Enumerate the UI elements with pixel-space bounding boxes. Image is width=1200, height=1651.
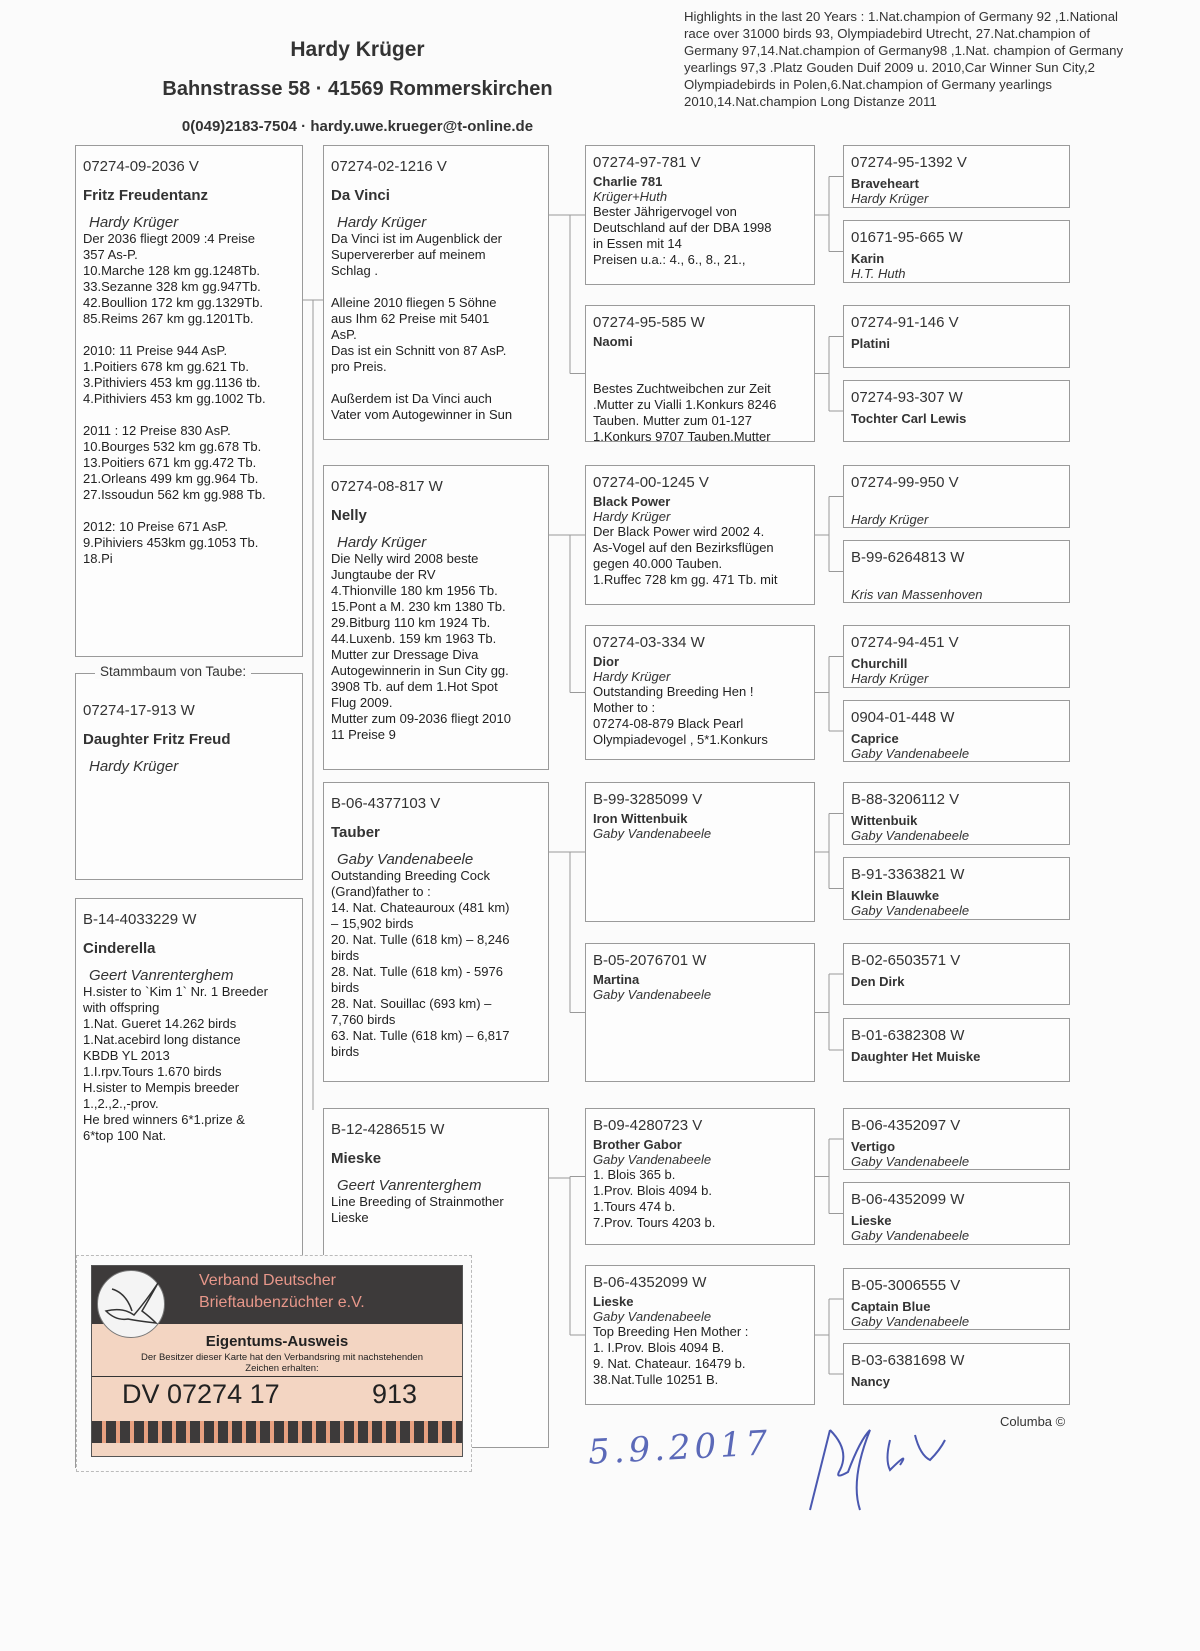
card-ring-number: DV 07274 17 <box>122 1379 280 1409</box>
pigeon-name: Tochter Carl Lewis <box>851 411 967 426</box>
pigeon-ring: 07274-97-781 V <box>593 154 701 171</box>
pigeon-card <box>843 700 1070 762</box>
pigeon-ring: B-99-3285099 V <box>593 791 703 808</box>
pigeon-card <box>843 540 1070 603</box>
pigeon-card <box>585 1265 815 1405</box>
pigeon-card <box>585 465 815 605</box>
pigeon-breeder: Hardy Krüger <box>851 191 929 206</box>
pigeon-breeder: Gaby Vandenabeele <box>851 746 970 761</box>
highlights-text: Highlights in the last 20 Years : 1.Nat.champion of Germany 92 ,1.National race over 31000 birds 93, Olympiadebird Utrecht, 27.Nat.champion of Germany 97,14.Nat.champion of Germany98 ,1.Nat. champion of Germany yearlings 97,3 .Platz Gouden Duif 2009 u. 2010,Car Winner Sun City,2 Olympiadebirds in Polen,6.Nat.champion of Germany yearlings 2010,14.Nat.champion Long Distanze 2011 <box>684 9 1124 109</box>
pigeon-breeder: Hardy Krüger <box>593 669 671 684</box>
pigeon-breeder: Hardy Krüger <box>593 509 671 524</box>
handwritten-date: 5.9.2017 <box>587 1423 773 1473</box>
pigeon-ring: B-99-6264813 W <box>851 549 965 566</box>
pigeon-notes: 1. Blois 365 b. 1.Prov. Blois 4094 b. 1.Tours 474 b. 7.Prov. Tours 4203 b. <box>593 1167 716 1230</box>
pigeon-notes: Outstanding Breeding Hen ! Mother to : 07274-08-879 Black Pearl Olympiadevogel , 5*1.Konkurs <box>593 684 768 747</box>
breeder-contact: 0(049)2183-7504 · hardy.uwe.krueger@t-online.de <box>181 118 534 135</box>
pigeon-breeder: Gaby Vandenabeele <box>593 987 712 1002</box>
pigeon-logo-icon <box>97 1270 165 1338</box>
pigeon-card <box>843 625 1070 688</box>
pigeon-breeder <box>851 351 1063 367</box>
pigeon-card <box>585 782 815 922</box>
pigeon-breeder <box>593 349 808 365</box>
pigeon-name: Cinderella <box>83 940 156 957</box>
pigeon-card <box>843 380 1070 442</box>
pigeon-name: Daughter Fritz Freud <box>83 731 231 748</box>
pigeon-ring: B-09-4280723 V <box>593 1117 703 1134</box>
card-divider <box>92 1376 462 1377</box>
pigeon-name: Nelly <box>331 507 367 524</box>
pigeon-ring: 07274-02-1216 V <box>331 158 447 175</box>
pigeon-breeder: Gaby Vandenabeele <box>851 1314 970 1329</box>
pigeon-notes: Der 2036 fliegt 2009 :4 Preise 357 As-P. 10.Marche 128 km gg.1248Tb. 33.Sezanne 328 km gg.947Tb. 42.Boullion 172 km gg.1329Tb. 85.Reims 267 km gg.1201Tb. 2010: 11 Preise 944 AsP. 1.Poitiers 678 km gg.621 Tb. 3.Pithiviers 453 km gg.1136 tb. 4.Pithiviers 453 km gg.1002 Tb. 2011 : 12 Preise 830 AsP. 10.Bourges 532 km gg.678 Tb. 13.Poitiers 671 km gg.472 Tb. 21.Orleans 499 km gg.964 Tb. 27.Issoudun 562 km gg.988 Tb. 2012: 10 Preise 671 AsP. 9.Pihiviers 453km gg.1053 Tb. 18.Pi <box>83 231 266 566</box>
pigeon-name: Caprice <box>851 731 899 746</box>
pigeon-name: Dior <box>593 654 619 669</box>
pigeon-card <box>323 465 549 770</box>
pigeon-name: Den Dirk <box>851 974 905 989</box>
pigeon-name: Wittenbuik <box>851 813 918 828</box>
pigeon-ring: B-88-3206112 V <box>851 791 960 808</box>
card-org-line1: Verband Deutscher <box>199 1272 336 1289</box>
pigeon-card <box>843 1018 1070 1082</box>
pigeon-name: Churchill <box>851 656 908 671</box>
pigeon-name: Naomi <box>593 334 633 349</box>
pigeon-card <box>843 782 1070 845</box>
pigeon-name: Braveheart <box>851 176 919 191</box>
pigeon-breeder: Hardy Krüger <box>89 214 179 231</box>
pigeon-card <box>843 943 1070 1005</box>
pigeon-ring: B-06-4352099 W <box>851 1191 965 1208</box>
pigeon-name: Nancy <box>851 1374 891 1389</box>
pigeon-card <box>585 1108 815 1245</box>
pigeon-card <box>585 943 815 1082</box>
pigeon-breeder: Gaby Vandenabeele <box>851 828 970 843</box>
pigeon-name: Captain Blue <box>851 1299 931 1314</box>
pigeon-ring: B-06-4352097 V <box>851 1117 961 1134</box>
pigeon-breeder: Hardy Krüger <box>337 534 427 551</box>
pigeon-ring: B-03-6381698 W <box>851 1352 965 1369</box>
pigeon-breeder: Geert Vanrenterghem <box>337 1177 482 1194</box>
pigeon-card <box>843 305 1070 368</box>
pigeon-ring: B-02-6503571 V <box>851 952 961 969</box>
pigeon-breeder: Hardy Krüger <box>851 512 929 527</box>
pigeon-card <box>843 465 1070 528</box>
pigeon-name: Iron Wittenbuik <box>593 811 688 826</box>
pigeon-card <box>843 857 1070 920</box>
pigeon-ring: B-14-4033229 W <box>83 911 197 928</box>
pigeon-card <box>843 1182 1070 1245</box>
pigeon-notes: Da Vinci ist im Augenblick der Supervererber auf meinem Schlag . Alleine 2010 fliegen 5 Söhne aus Ihm 62 Preise mit 5401 AsP. Das ist ein Schnitt von 87 AsP. pro Preis. Außerdem ist Da Vinci auch Vater vom Autogewinner in Sun <box>331 231 513 422</box>
pigeon-card <box>843 1268 1070 1330</box>
pigeon-ring: B-01-6382308 W <box>851 1027 965 1044</box>
pigeon-card <box>843 1108 1070 1170</box>
pigeon-name <box>851 496 1063 512</box>
pigeon-breeder: Gaby Vandenabeele <box>851 1228 970 1243</box>
pigeon-notes: Der Black Power wird 2002 4. As-Vogel auf den Bezirksflügen gegen 40.000 Tauben. 1.Ruffec 728 km gg. 471 Tb. mit <box>593 524 778 587</box>
card-pattern-band <box>92 1421 462 1443</box>
pigeon-ring: B-06-4377103 V <box>331 795 441 812</box>
pigeon-name: Lieske <box>851 1213 892 1228</box>
pigeon-breeder: H.T. Huth <box>851 266 906 281</box>
pigeon-notes: Outstanding Breeding Cock (Grand)father to : 14. Nat. Chateauroux (481 km) – 15,902 birds 20. Nat. Tulle (618 km) – 8,246 birds 28. Nat. Tulle (618 km) - 5976 birds 28. Nat. Souillac (693 km) – 7,760 birds 63. Nat. Tulle (618 km) – 6,817 birds <box>331 868 510 1059</box>
pigeon-notes: Top Breeding Hen Mother : 1. I.Prov. Blois 4094 B. 9. Nat. Chateaur. 16479 b. 38.Nat.Tulle 10251 B. <box>593 1324 749 1387</box>
pigeon-breeder <box>851 426 1063 442</box>
pigeon-breeder: Gaby Vandenabeele <box>593 826 712 841</box>
pigeon-breeder: Krüger+Huth <box>593 189 668 204</box>
pigeon-name: Vertigo <box>851 1139 896 1154</box>
pigeon-breeder: Hardy Krüger <box>851 671 929 686</box>
pigeon-ring: 07274-08-817 W <box>331 478 443 495</box>
card-subtitle: Der Besitzer dieser Karte hat den Verbandsring mit nachstehenden Zeichen erhalten: <box>141 1352 423 1374</box>
pigeon-card <box>323 782 549 1082</box>
pigeon-breeder: Gaby Vandenabeele <box>851 903 970 918</box>
pigeon-ring: 07274-93-307 W <box>851 389 963 406</box>
pigeon-ring: 07274-17-913 W <box>83 702 195 719</box>
pigeon-breeder: Geert Vanrenterghem <box>89 967 234 984</box>
pigeon-notes: Bester Jährigervogel von Deutschland auf der DBA 1998 in Essen mit 14 Preisen u.a.: 4., 6., 8., 21., <box>593 204 772 267</box>
pigeon-name: Platini <box>851 336 891 351</box>
pigeon-card <box>843 220 1070 283</box>
pigeon-breeder: Gaby Vandenabeele <box>337 851 474 868</box>
pigeon-breeder: Kris van Massenhoven <box>851 587 983 602</box>
pigeon-ring: 07274-09-2036 V <box>83 158 199 175</box>
pigeon-breeder <box>851 989 1063 1005</box>
pigeon-breeder: Gaby Vandenabeele <box>851 1154 970 1169</box>
pigeon-card <box>585 145 815 285</box>
pigeon-ring: B-12-4286515 W <box>331 1121 445 1138</box>
pigeon-name: Da Vinci <box>331 187 390 204</box>
pigeon-name: Lieske <box>593 1294 634 1309</box>
card-ring-suffix: 913 <box>372 1379 418 1409</box>
pigeon-ring: B-05-3006555 V <box>851 1277 961 1294</box>
breeder-name: Hardy Krüger <box>290 38 425 61</box>
pigeon-ring: B-91-3363821 W <box>851 866 965 883</box>
signature <box>790 1410 960 1520</box>
ownership-card <box>91 1265 463 1457</box>
pigeon-name: Klein Blauwke <box>851 888 940 903</box>
pigeon-ring: 07274-03-334 W <box>593 634 705 651</box>
pigeon-name: Karin <box>851 251 885 266</box>
card-org-line2: Brieftaubenzüchter e.V. <box>199 1294 365 1311</box>
pigeon-name: Martina <box>593 972 640 987</box>
pigeon-ring: 0904-01-448 W <box>851 709 955 726</box>
pigeon-breeder <box>851 1064 1063 1080</box>
pigeon-ring: 07274-00-1245 V <box>593 474 709 491</box>
pigeon-ring: 07274-91-146 V <box>851 314 959 331</box>
pigeon-name: Daughter Het Muiske <box>851 1049 981 1064</box>
pigeon-card <box>843 145 1070 208</box>
copyright: Columba © <box>1000 1414 1066 1429</box>
pigeon-notes: H.sister to `Kim 1` Nr. 1 Breeder with offspring 1.Nat. Gueret 14.262 birds 1.Nat.acebird long distance KBDB YL 2013 1.I.rpv.Tours 1.670 birds H.sister to Mempis breeder 1.,2.,2.,-prov. He bred winners 6*1.prize & 6*top 100 Nat. <box>83 984 268 1143</box>
pigeon-card <box>585 625 815 760</box>
pigeon-card <box>75 673 303 880</box>
pigeon-notes: Line Breeding of Strainmother Lieske <box>331 1194 504 1225</box>
pigeon-ring: 07274-94-451 V <box>851 634 959 651</box>
pigeon-card <box>843 1343 1070 1405</box>
pigeon-ring: 07274-99-950 V <box>851 474 959 491</box>
pigeon-card <box>585 305 815 442</box>
pigeon-card <box>75 145 303 657</box>
pigeon-ring: 07274-95-585 W <box>593 314 705 331</box>
pigeon-notes: Die Nelly wird 2008 beste Jungtaube der RV 4.Thionville 180 km 1956 Tb. 15.Pont a M. 230 km 1380 Tb. 29.Bitburg 110 km 1924 Tb. 44.Luxenb. 159 km 1963 Tb. Mutter zur Dressage Diva Autogewinnerin in Sun City gg. 3908 Tb. auf dem 1.Hot Spot Flug 2009. Mutter zum 09-2036 fliegt 2010 11 Preise 9 <box>331 551 511 742</box>
pigeon-name: Black Power <box>593 494 671 509</box>
pigeon-breeder: Gaby Vandenabeele <box>593 1309 712 1324</box>
pigeon-breeder <box>851 1389 1063 1405</box>
pigeon-breeder: Gaby Vandenabeele <box>593 1152 712 1167</box>
card-title: Eigentums-Ausweis <box>205 1333 349 1350</box>
pigeon-ring: B-06-4352099 W <box>593 1274 707 1291</box>
stammbaum-label: Stammbaum von Taube: <box>95 664 251 679</box>
pigeon-name: Fritz Freudentanz <box>83 187 209 204</box>
pigeon-name: Brother Gabor <box>593 1137 682 1152</box>
pigeon-ring: B-05-2076701 W <box>593 952 707 969</box>
pigeon-name: Tauber <box>331 824 380 841</box>
pigeon-notes: Bestes Zuchtweibchen zur Zeit .Mutter zu Vialli 1.Konkurs 8246 Tauben. Mutter zum 01-127 1.Konkurs 9707 Tauben.Mutter <box>593 381 777 442</box>
pigeon-breeder: Hardy Krüger <box>89 758 179 775</box>
pigeon-card <box>323 145 549 440</box>
pigeon-breeder: Hardy Krüger <box>337 214 427 231</box>
breeder-address: Bahnstrasse 58 · 41569 Rommerskirchen <box>162 78 553 100</box>
pigeon-ring: 01671-95-665 W <box>851 229 963 246</box>
pigeon-name: Mieske <box>331 1150 382 1167</box>
pigeon-name: Charlie 781 <box>593 174 663 189</box>
pigeon-name <box>851 571 1063 587</box>
pigeon-ring: 07274-95-1392 V <box>851 154 967 171</box>
